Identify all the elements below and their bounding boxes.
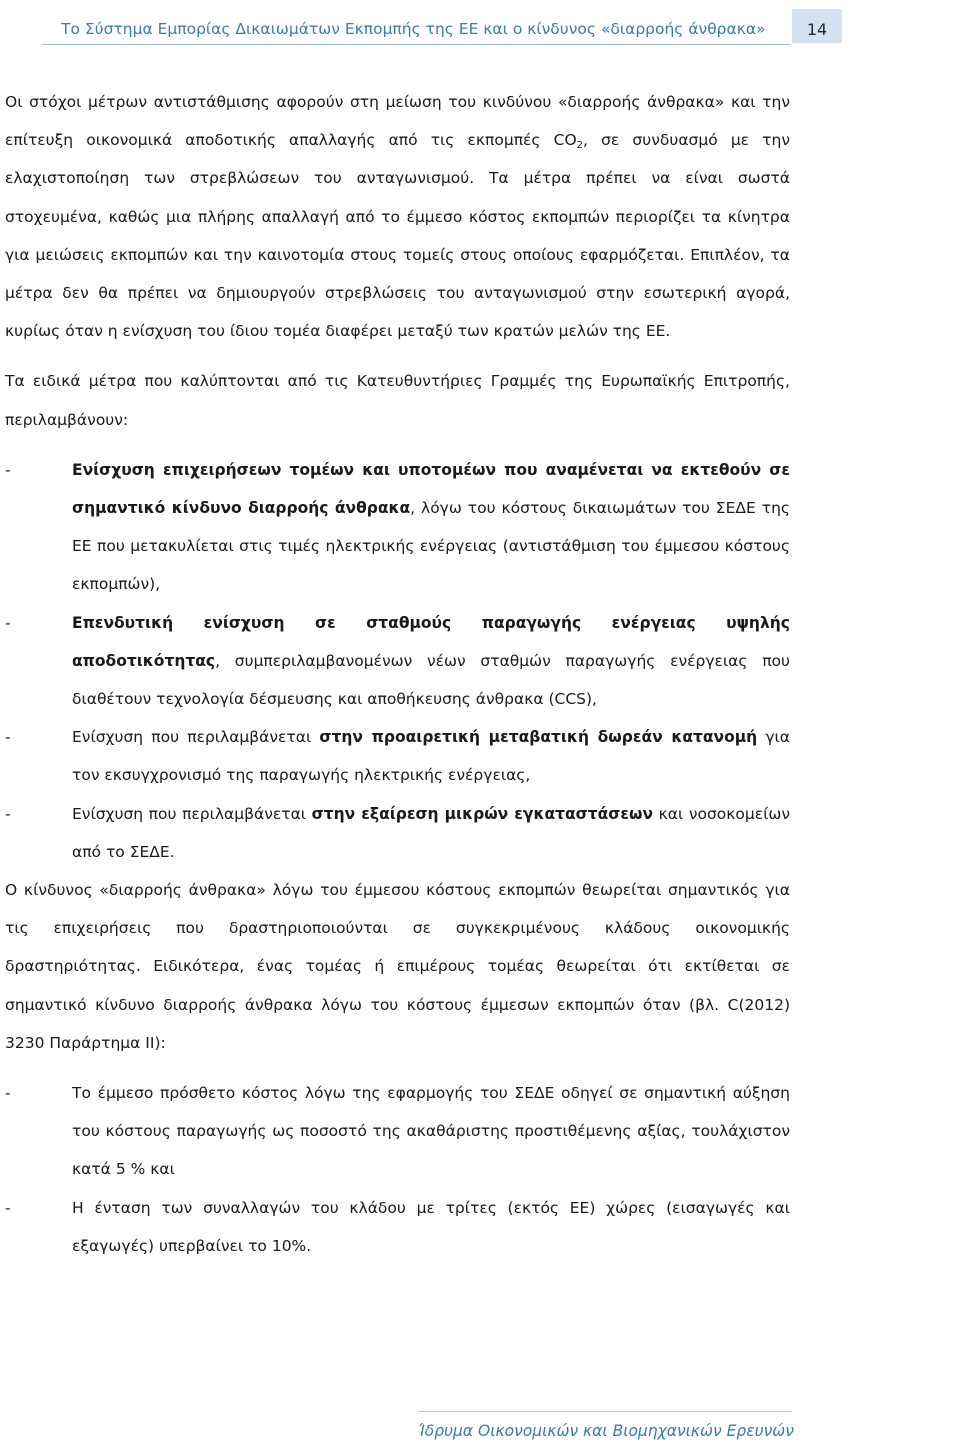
list-item-text: , συμπεριλαμβανομένων νέων σταθμών παραγωγής ενέργειας που διαθέτουν τεχνολογία δέσμευσης και αποθήκευσης άνθρακα (CCS),	[72, 651, 790, 709]
list-dash: -	[5, 1198, 11, 1217]
page-header	[0, 0, 960, 60]
list-item	[5, 604, 790, 719]
paragraph-compensation-goals	[5, 83, 790, 350]
footer-organization: Ίδρυμα Οικονομικών και Βιομηχανικών Ερευνών	[418, 1422, 794, 1440]
measures-list	[5, 451, 790, 871]
list-item	[5, 451, 790, 604]
list-item	[5, 1074, 790, 1189]
subscript-2: 2	[576, 140, 584, 152]
paragraph-measures-intro: Τα ειδικά μέτρα που καλύπτονται από τις Κατευθυντήριες Γραμμές της Ευρωπαϊκής Επιτροπής, περιλαμβάνουν:	[5, 372, 790, 429]
list-item-bold-text: στην προαιρετική μεταβατική δωρεάν κατανομή	[319, 728, 758, 747]
list-item-text: Το έμμεσο πρόσθετο κόστος λόγω της εφαρμογής του ΣΕΔΕ οδηγεί σε σημαντική αύξηση του κόστους παραγωγής ως ποσοστό της ακαθάριστης προστιθέμενης αξίας, τουλάχιστον κατά 5 % και	[72, 1084, 790, 1179]
list-item-bold-text: στην εξαίρεση μικρών εγκαταστάσεων	[311, 804, 654, 823]
list-item-bold-text: Επενδυτική ενίσχυση σε σταθμούς παραγωγής ενέργειας υψηλής αποδοτικότητας	[72, 613, 790, 670]
list-item	[5, 718, 790, 794]
footer-divider	[418, 1411, 792, 1412]
running-header-title: Το Σύστημα Εμπορίας Δικαιωμάτων Εκπομπής της ΕΕ και ο κίνδυνος «διαρροής άνθρακα»	[61, 20, 766, 38]
list-dash: -	[5, 728, 11, 747]
list-item-text: Ενίσχυση που περιλαμβάνεται	[72, 728, 320, 747]
list-item-bold-text: Ενίσχυση επιχειρήσεων τομέων και υποτομέων που αναμένεται να εκτεθούν σε σημαντικό κίνδυνο διαρροής άνθρακα	[72, 460, 790, 518]
criteria-list	[5, 1074, 790, 1265]
header-divider	[42, 44, 790, 45]
list-dash: -	[5, 460, 11, 479]
paragraph-risk-criteria: Ο κίνδυνος «διαρροής άνθρακα» λόγω του έμμεσου κόστους εκπομπών θεωρείται σημαντικός για τις επιχειρήσεις που δραστηριοποιούνται σε συγκεκριμένους κλάδους οικονομικής δραστηριότητας. Ειδικότερα, ένας τομέας ή επιμέρους τομέας θεωρείται ότι εκτίθεται σε σημαντικό κίνδυνο διαρροής άνθρακα λόγω του κόστους έμμεσων εκπομπών όταν (βλ. C(2012) 3230 Παράρτημα ΙΙ):	[5, 881, 790, 1052]
list-item-text: Η ένταση των συναλλαγών του κλάδου με τρίτες (εκτός ΕΕ) χώρες (εισαγωγές και εξαγωγές) υπερβαίνει το 10%.	[72, 1198, 790, 1255]
paragraph-text-part: Οι στόχοι μέτρων αντιστάθμισης αφορούν στη μείωση του κινδύνου «διαρροής άνθρακα» και την επίτευξη οικονομικά αποδοτικής απαλλαγής από τις εκπομπές CO	[5, 93, 790, 150]
list-item-text: Ενίσχυση που περιλαμβάνεται	[72, 804, 312, 823]
paragraph-text-part: , σε συνδυασμό με την ελαχιστοποίηση των στρεβλώσεων του ανταγωνισμού. Τα μέτρα πρέπει να είναι σωστά στοχευμένα, καθώς μια πλήρης απαλλαγή από το έμμεσο κόστος εκπομπών περιορίζει τα κίνητρα για μειώσεις εκπομπών και την καινοτομία στους τομείς στους οποίους εφαρμόζεται. Επιπλέον, τα μέτρα δεν θα πρέπει να δημιουργούν στρεβλώσεις του ανταγωνισμού στην εσωτερική αγορά, κυρίως όταν η ενίσχυση του ίδιου τομέα διαφέρει μεταξύ των κρατών μελών της ΕΕ.	[5, 131, 790, 341]
list-item-text: , λόγω του κόστους δικαιωμάτων του ΣΕΔΕ της ΕΕ που μετακυλίεται στις τιμές ηλεκτρικής ενέργειας (αντιστάθμιση του έμμεσου κόστους εκπομπών),	[72, 499, 790, 594]
list-dash: -	[5, 613, 11, 632]
list-item	[5, 1189, 790, 1265]
list-item-text: και νοσοκομείων από το ΣΕΔΕ.	[72, 804, 791, 861]
list-item-text: για τον εκσυγχρονισμό της παραγωγής ηλεκτρικής ενέργειας,	[72, 728, 791, 785]
list-dash: -	[5, 1084, 11, 1103]
list-item	[5, 795, 790, 871]
document-body	[5, 83, 790, 1265]
page-number: 14	[790, 9, 842, 43]
list-dash: -	[5, 804, 11, 823]
